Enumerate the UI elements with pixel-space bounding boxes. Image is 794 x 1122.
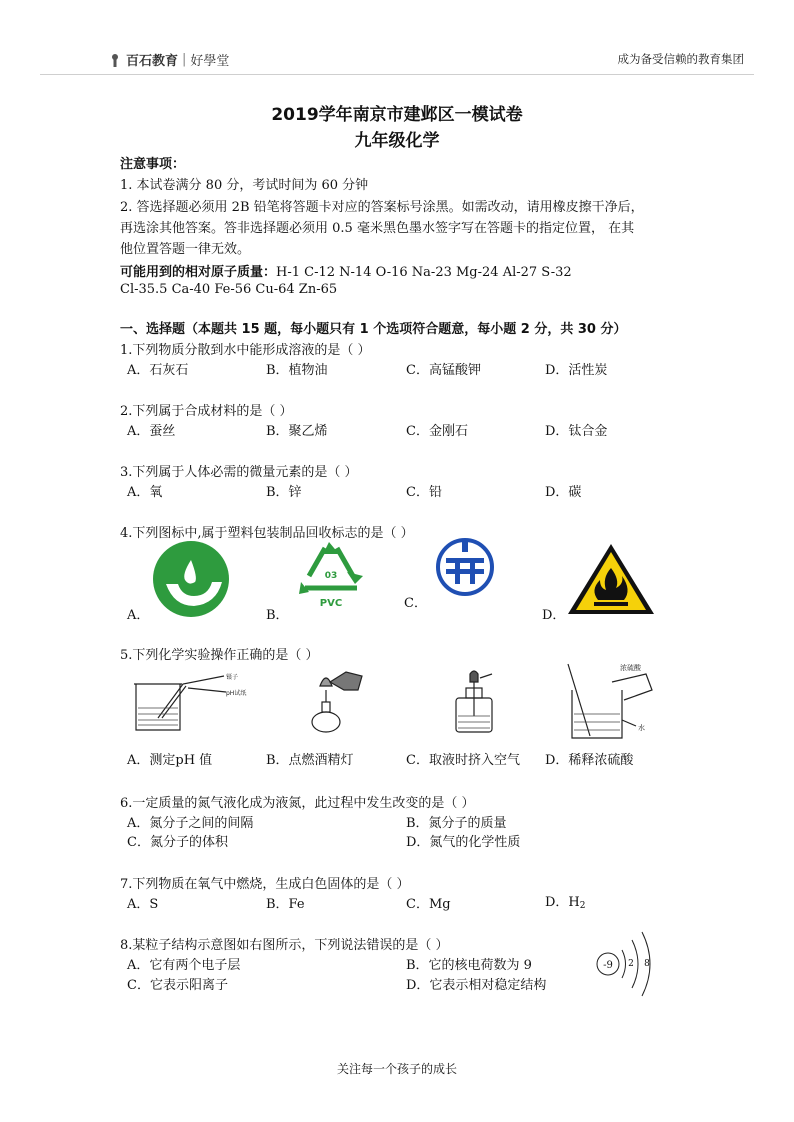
q7-option-d-text: D．H xyxy=(545,895,580,910)
notice-heading: 注意事项： xyxy=(120,157,186,172)
q4-stem: 4.下列图标中,属于塑料包装制品回收标志的是（ ） xyxy=(120,526,414,541)
page-footer: 关注每一个孩子的成长 xyxy=(336,1062,457,1076)
page-subtitle: 九年级化学 xyxy=(354,131,440,151)
shell-1-count: 2 xyxy=(628,959,634,969)
q2-option-a: A．蚕丝 xyxy=(127,424,176,439)
q8-option-a: A．它有两个电子层 xyxy=(127,958,241,973)
q8-option-d: D．它表示相对稳定结构 xyxy=(406,978,547,993)
atomic-mass-label: 可能用到的相对原子质量： xyxy=(120,265,277,280)
q6-option-c: C．氮分子的体积 xyxy=(127,835,228,850)
q7-option-c: C．Mg xyxy=(406,897,451,912)
recycle-label: PVC xyxy=(319,598,343,609)
header-slogan: 成为备受信赖的教育集团 xyxy=(617,52,744,66)
q4-option-d: D． xyxy=(542,608,566,623)
q7-option-a: A．S xyxy=(127,897,159,912)
q7-option-d-subscript: 2 xyxy=(579,901,586,911)
q6-stem: 6.一定质量的氮气液化成为液氮，此过程中发生改变的是（ ） xyxy=(120,796,475,811)
ph-test-figure xyxy=(128,670,247,734)
q6-option-b: B．氮分子的质量 xyxy=(406,816,507,831)
q5-option-c: C．取液时挤入空气 xyxy=(406,753,520,768)
logo-text-secondary: 好學堂 xyxy=(190,54,230,69)
q4-option-c: C． xyxy=(404,596,427,611)
q2-option-d: D．钛合金 xyxy=(545,424,608,439)
q1-option-d: D．活性炭 xyxy=(545,363,608,378)
atomic-mass-line1 xyxy=(120,261,572,280)
page-title: 2019学年南京市建邺区一模试卷 xyxy=(271,105,523,125)
water-saving-icon xyxy=(152,540,230,618)
q4-option-b: B． xyxy=(266,608,289,623)
q5-option-d: D．稀释浓硫酸 xyxy=(545,753,634,768)
recycle-number: 03 xyxy=(324,571,338,581)
atomic-mass-line2: Cl-35.5 Ca-40 Fe-56 Cu-64 Zn-65 xyxy=(120,282,338,297)
nucleus-charge: -9 xyxy=(603,960,613,971)
tweezers-label: 镊子 xyxy=(226,674,239,681)
q2-option-b: B．聚乙烯 xyxy=(266,424,328,439)
q1-option-c: C．高锰酸钾 xyxy=(406,363,481,378)
logo-separator: | xyxy=(182,52,187,67)
notice-item-2-line1: 2. 答选择题必须用 2B 铅笔将答题卡对应的答案标号涂黑。如需改动，请用橡皮擦干净后， xyxy=(120,200,644,215)
section-heading: 一、选择题（本题共 15 题，每小题只有 1 个选项符合题意，每小题 2 分，共 30 分） xyxy=(120,322,627,337)
q1-option-a: A．石灰石 xyxy=(127,363,189,378)
particle-structure-diagram xyxy=(592,928,662,998)
shell-2-count: 8 xyxy=(644,959,650,969)
q5-option-b: B．点燃酒精灯 xyxy=(266,753,354,768)
header-divider xyxy=(40,74,754,75)
flammable-warning-icon xyxy=(566,542,656,616)
ph-paper-label: pH试纸 xyxy=(226,690,247,697)
logo-text: 百石教育 xyxy=(126,54,179,69)
q5-stem: 5.下列化学实验操作正确的是（ ） xyxy=(120,648,319,663)
water-label: 水 xyxy=(638,724,645,732)
q7-option-d xyxy=(545,891,586,911)
dilute-acid-figure xyxy=(562,660,662,742)
notice-item-2-line2: 再选涂其他答案。答非选择题必须用 0.5 毫米黑色墨水签字写在答题卡的指定位置， 在其 xyxy=(120,221,635,236)
q4-option-a: A． xyxy=(127,608,150,623)
recycle-icon xyxy=(295,540,367,608)
notice-item-2-line3: 他位置答题一律无效。 xyxy=(120,242,251,257)
q7-option-b: B．Fe xyxy=(266,897,305,912)
q6-option-d: D．氮气的化学性质 xyxy=(406,835,521,850)
q8-option-c: C．它表示阳离子 xyxy=(127,978,228,993)
q3-option-b: B．锌 xyxy=(266,485,302,500)
rail-logo-icon xyxy=(436,538,494,596)
q6-option-a: A．氮分子之间的间隔 xyxy=(127,816,254,831)
logo-icon xyxy=(108,53,122,67)
q8-option-b: B．它的核电荷数为 9 xyxy=(406,958,532,973)
sulfuric-acid-label: 浓硫酸 xyxy=(620,664,641,672)
q3-stem: 3.下列属于人体必需的微量元素的是（ ） xyxy=(120,465,358,480)
atomic-mass-values1: H-1 C-12 N-14 O-16 Na-23 Mg-24 Al-27 S-32 xyxy=(276,265,572,280)
q1-stem: 1.下列物质分散到水中能形成溶液的是（ ） xyxy=(120,343,371,358)
notice-item-1: 1. 本试卷满分 80 分，考试时间为 60 分钟 xyxy=(120,178,369,193)
q2-option-c: C．金刚石 xyxy=(406,424,468,439)
q3-option-d: D．碳 xyxy=(545,485,582,500)
q5-option-a: A．测定pH 值 xyxy=(127,753,213,768)
q2-stem: 2.下列属于合成材料的是（ ） xyxy=(120,404,293,419)
q8-stem: 8.某粒子结构示意图如右图所示，下列说法错误的是（ ） xyxy=(120,938,449,953)
q1-option-b: B．植物油 xyxy=(266,363,328,378)
q7-stem: 7.下列物质在氧气中燃烧，生成白色固体的是（ ） xyxy=(120,877,410,892)
alcohol-lamp-figure xyxy=(300,666,370,736)
q3-option-c: C．铅 xyxy=(406,485,442,500)
brand-logo xyxy=(108,50,229,69)
dropper-figure xyxy=(448,670,508,736)
q3-option-a: A．氧 xyxy=(127,485,163,500)
